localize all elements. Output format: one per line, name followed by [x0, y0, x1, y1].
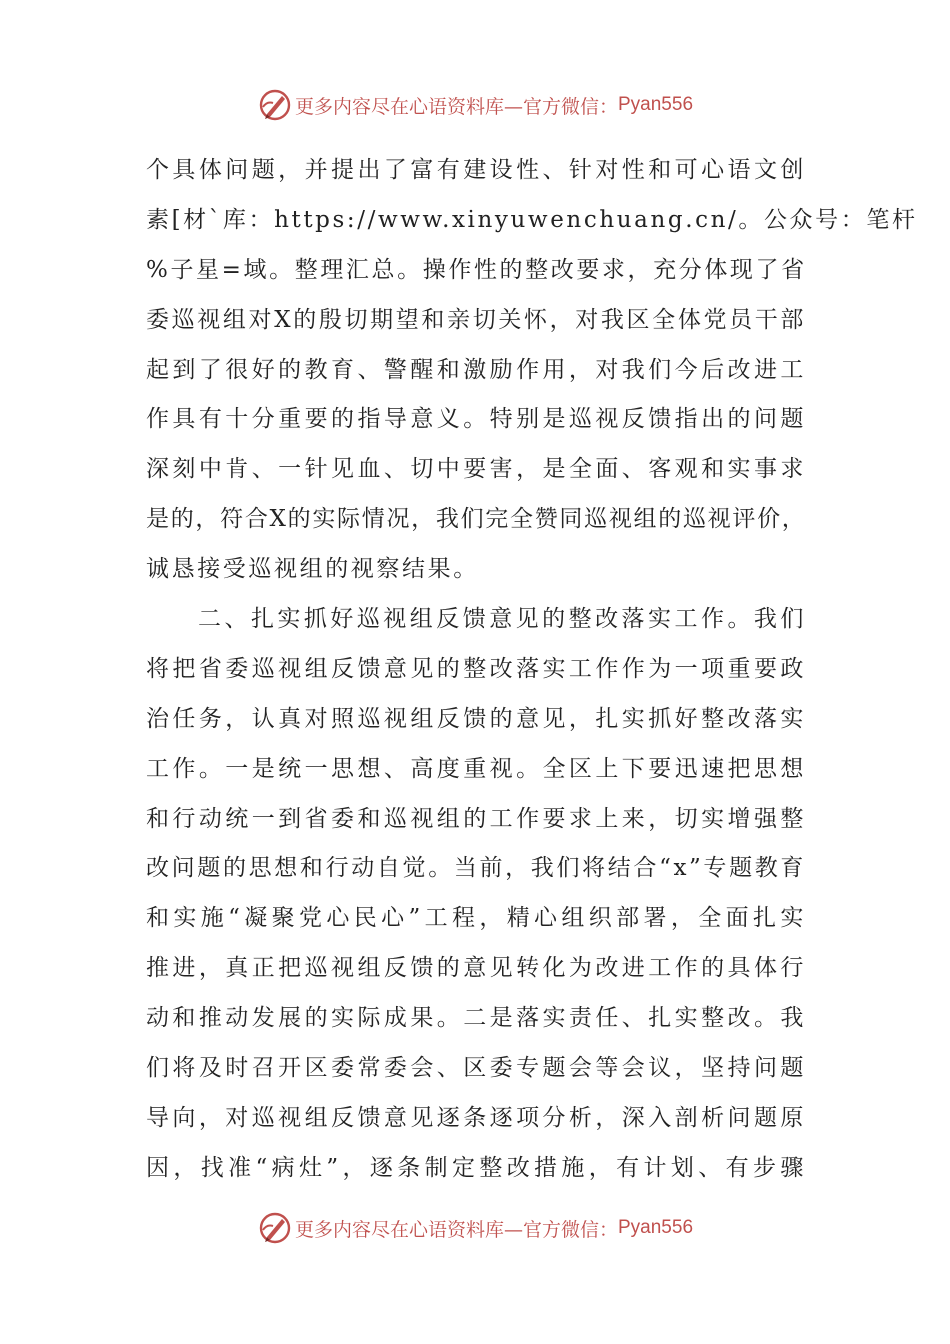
footer-banner-text: 更多内容尽在心语资料库—官方微信：: [294, 1218, 618, 1241]
footer-watermark-banner: [0, 1205, 950, 1251]
body-line: 推进，真正把巡视组反馈的意见转化为改进工作的具体行: [146, 955, 806, 982]
body-line: 深刻中肯、一针见血、切中要害，是全面、客观和实事求: [146, 456, 806, 483]
body-line: 是的，符合X的实际情况，我们完全赞同巡视组的巡视评价，: [146, 506, 806, 533]
body-line: 动和推动发展的实际成果。二是落实责任、扎实整改。我: [146, 1005, 806, 1032]
pen-circle-logo-icon: [257, 87, 293, 123]
body-line: 和实施“凝聚党心民心”工程，精心组织部署，全面扎实: [146, 905, 806, 932]
document-body: [146, 146, 918, 1194]
footer-banner-wechat-id: Pyan556: [618, 1217, 694, 1238]
body-line: 起到了很好的教育、警醒和激励作用，对我们今后改进工: [146, 356, 806, 383]
body-line: 改问题的思想和行动自觉。当前，我们将结合“x”专题教育: [146, 855, 806, 882]
body-line: 诚恳接受巡视组的视察结果。: [146, 556, 479, 583]
body-line: 个具体问题，并提出了富有建设性、针对性和可心语文创: [146, 157, 806, 183]
body-line: 治任务，认真对照巡视组反馈的意见，扎实抓好整改落实: [146, 705, 806, 732]
body-line: 素[材`库：https://www.xinyuwenchuang.cn/。公众号：笔杆: [146, 206, 918, 233]
header-banner-text: 更多内容尽在心语资料库—官方微信：: [294, 95, 618, 118]
body-line: 工作。一是统一思想、高度重视。全区上下要迅速把思想: [146, 755, 806, 782]
header-watermark-banner: [0, 82, 950, 128]
body-line: 二、扎实抓好巡视组反馈意见的整改落实工作。我们: [198, 606, 806, 633]
header-banner-wechat-id: Pyan556: [618, 94, 694, 115]
body-line: 和行动统一到省委和巡视组的工作要求上来，切实增强整: [146, 805, 806, 832]
body-line: %子星=域。整理汇总。操作性的整改要求，充分体现了省: [146, 256, 807, 283]
body-line: 因，找准“病灶”，逐条制定整改措施，有计划、有步骤: [146, 1154, 806, 1181]
pen-circle-logo-icon: [257, 1210, 293, 1246]
body-line: 将把省委巡视组反馈意见的整改落实工作作为一项重要政: [146, 655, 806, 682]
body-line: 们将及时召开区委常委会、区委专题会等会议，坚持问题: [146, 1055, 806, 1082]
body-line: 作具有十分重要的指导意义。特别是巡视反馈指出的问题: [146, 406, 806, 433]
body-line: 导向，对巡视组反馈意见逐条逐项分析，深入剖析问题原: [146, 1104, 806, 1131]
body-line: 委巡视组对X的殷切期望和亲切关怀，对我区全体党员干部: [146, 306, 806, 333]
